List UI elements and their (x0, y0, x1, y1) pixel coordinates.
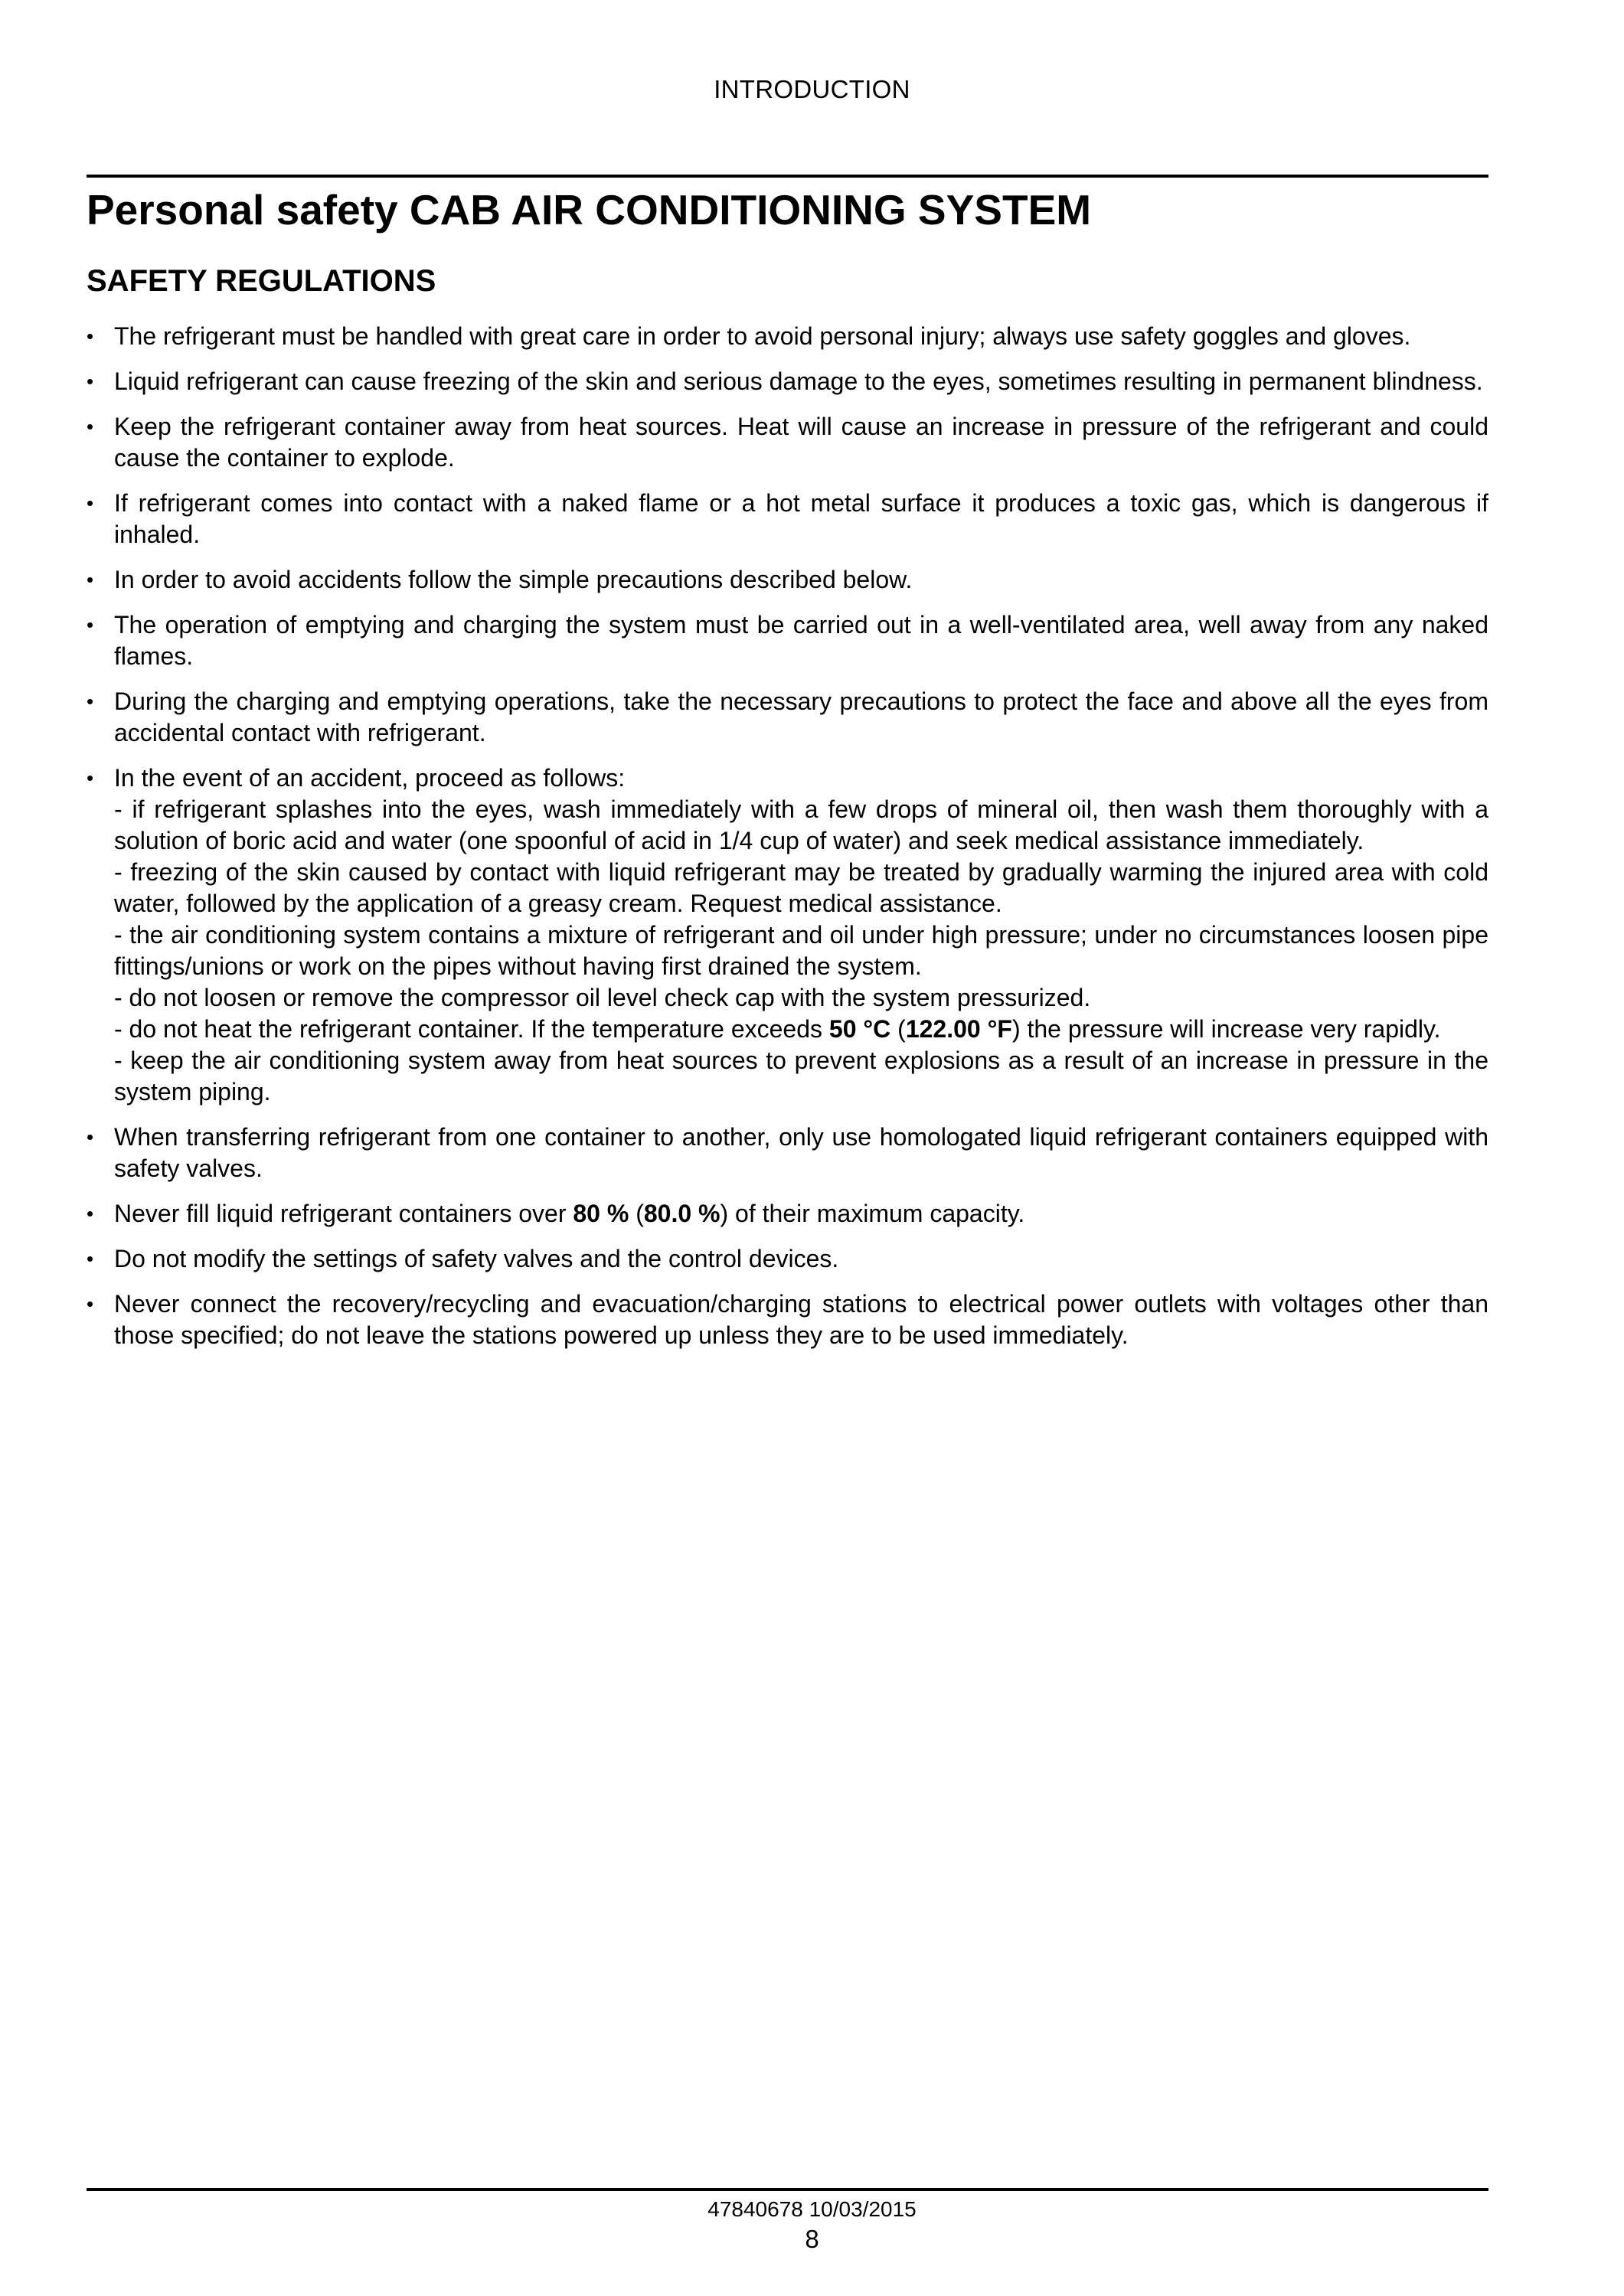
page-number: 8 (805, 2225, 819, 2253)
accident-heat-paren: ( (890, 1015, 906, 1043)
list-item-text: Do not modify the settings of safety valves and the control devices. (114, 1245, 839, 1272)
bullet-icon: • (87, 1125, 94, 1148)
bullet-icon: • (87, 325, 94, 348)
bullet-icon: • (87, 1247, 94, 1270)
accident-list-item (87, 763, 1488, 1108)
list-item (87, 1198, 1488, 1230)
list-item (87, 1243, 1488, 1275)
bullet-icon: • (87, 370, 94, 393)
fill-percent-decimal: 80.0 % (643, 1200, 721, 1227)
bullet-icon: • (87, 613, 94, 636)
list-item-text: If refrigerant comes into contact with a naked flame or a hot metal surface it produces a toxic gas, which is dangerous if inhaled. (114, 489, 1488, 548)
bullet-icon: • (87, 415, 94, 438)
list-item-text: During the charging and emptying operations, take the necessary precautions to protect the face and above all the eyes from accidental contact with refrigerant. (114, 687, 1488, 746)
bullet-icon: • (87, 568, 94, 591)
fill-percent: 80 % (573, 1200, 629, 1227)
list-item-text: Liquid refrigerant can cause freezing of the skin and serious damage to the eyes, sometimes resulting in permanent blindness. (114, 367, 1483, 395)
fill-text: Never fill liquid refrigerant containers over (114, 1200, 573, 1227)
bullet-icon: • (87, 690, 94, 713)
list-item-text: Keep the refrigerant container away from heat sources. Heat will cause an increase in pressure of the refrigerant and could cause the container to explode. (114, 413, 1488, 472)
temperature-fahrenheit: 122.00 °F (905, 1015, 1012, 1043)
accident-pressure: - the air conditioning system contains a mixture of refrigerant and oil under high pressure; under no circumstances loosen pipe fittings/unions or work on the pipes without having first drained the system. (114, 921, 1488, 980)
accident-intro: In the event of an accident, proceed as follows: (114, 764, 626, 792)
accident-heat-sources: - keep the air conditioning system away from heat sources to prevent explosions as a result of an increase in pressure in the system piping. (114, 1047, 1488, 1106)
bullet-icon: • (87, 1292, 94, 1315)
fill-paren: ( (629, 1200, 644, 1227)
bullet-icon: • (87, 492, 94, 514)
list-item (87, 1288, 1488, 1351)
running-header: INTRODUCTION (714, 75, 910, 103)
section-heading: SAFETY REGULATIONS (87, 264, 436, 298)
accident-heat-text: - do not heat the refrigerant container. If the temperature exceeds (114, 1015, 829, 1043)
list-item-text: Never connect the recovery/recycling and evacuation/charging stations to electrical power outlets with voltages other than those specified; do not leave the stations powered up unless they are to be used immediately. (114, 1290, 1488, 1349)
document-reference: 47840678 10/03/2015 (707, 2197, 917, 2221)
list-item-text: The refrigerant must be handled with great care in order to avoid personal injury; always use safety goggles and gloves. (114, 322, 1411, 350)
list-item (87, 366, 1488, 397)
list-item (87, 564, 1488, 596)
accident-eyes: - if refrigerant splashes into the eyes, wash immediately with a few drops of mineral oil, then wash them thoroughly with a solution of boric acid and water (one spoonful of acid in 1/4 cup of water) and seek medical assistance immediately. (114, 795, 1488, 854)
accident-skin: - freezing of the skin caused by contact with liquid refrigerant may be treated by gradually warming the injured area with cold water, followed by the application of a greasy cream. Request medical assistance. (114, 858, 1488, 917)
list-item-text: In order to avoid accidents follow the simple precautions described below. (114, 566, 913, 593)
bullet-icon: • (87, 1202, 94, 1225)
fill-tail: ) of their maximum capacity. (720, 1200, 1025, 1227)
temperature-celsius: 50 °C (828, 1015, 891, 1043)
bullet-icon: • (87, 766, 94, 789)
list-item (87, 321, 1488, 352)
list-item-text: The operation of emptying and charging the system must be carried out in a well-ventilated area, well away from any naked flames. (114, 611, 1488, 670)
page-title: Personal safety CAB AIR CONDITIONING SYSTEM (87, 186, 1092, 234)
list-item (87, 488, 1488, 550)
header-rule (87, 175, 1488, 178)
accident-heat-container (114, 1014, 1488, 1045)
list-item (87, 1122, 1488, 1184)
list-item (87, 686, 1488, 749)
safety-list (87, 321, 1488, 1365)
accident-oil-cap: - do not loosen or remove the compressor oil level check cap with the system pressurized. (114, 984, 1091, 1011)
accident-heat-tail: ) the pressure will increase very rapidly. (1011, 1015, 1441, 1043)
footer-rule (87, 2188, 1488, 2191)
list-item (87, 411, 1488, 474)
list-item (87, 609, 1488, 672)
list-item-text: When transferring refrigerant from one container to another, only use homologated liquid refrigerant containers equipped with safety valves. (114, 1123, 1488, 1182)
